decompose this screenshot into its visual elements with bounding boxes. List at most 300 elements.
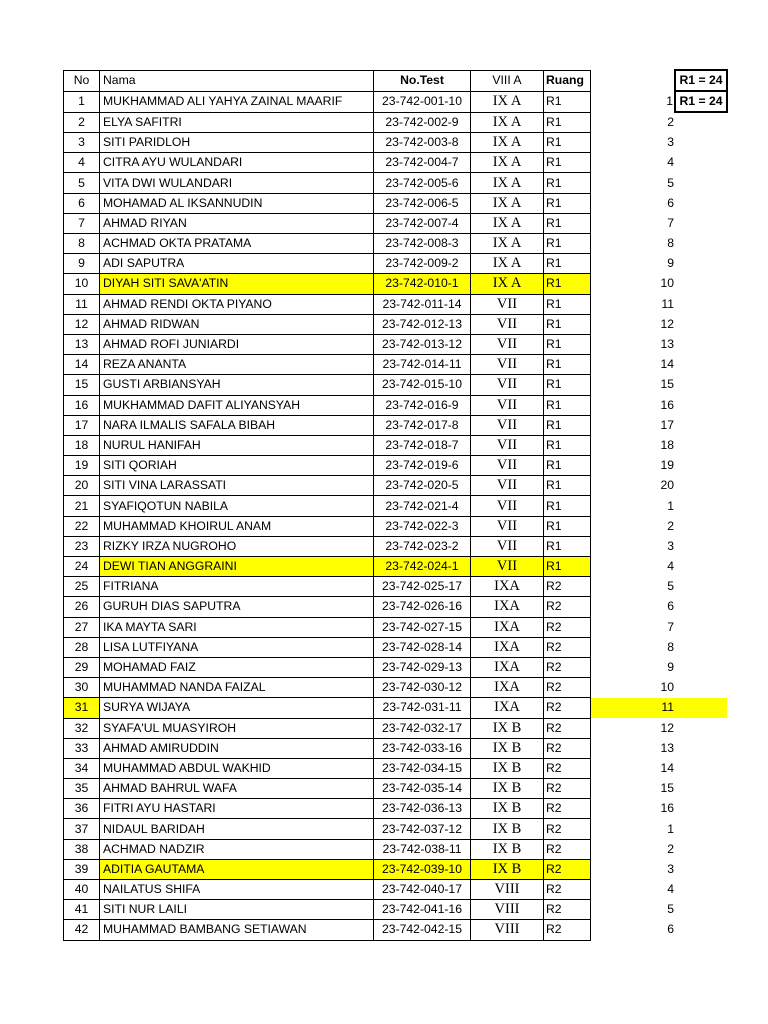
empty-cell[interactable]	[591, 496, 624, 516]
empty-cell[interactable]	[675, 657, 727, 677]
row-kelas-cell[interactable]: VII	[471, 294, 544, 314]
row-nama-cell[interactable]: SYAFA'UL MUASYIROH	[100, 718, 374, 738]
empty-cell[interactable]	[591, 254, 624, 274]
empty-cell[interactable]	[591, 91, 624, 112]
row-ruang-cell[interactable]: R2	[544, 900, 591, 920]
row-seat-number-cell[interactable]: 19	[660, 458, 674, 473]
row-ruang-cell[interactable]: R2	[544, 859, 591, 879]
row-nama-cell[interactable]: ELYA SAFITRI	[100, 112, 374, 132]
empty-cell[interactable]	[675, 718, 727, 738]
empty-cell[interactable]	[675, 193, 727, 213]
empty-cell[interactable]	[675, 355, 727, 375]
row-no-test-cell[interactable]: 23-742-027-15	[374, 617, 471, 637]
empty-cell[interactable]	[675, 153, 727, 173]
empty-cell[interactable]	[591, 577, 624, 597]
empty-cell[interactable]	[675, 375, 727, 395]
empty-cell[interactable]	[675, 435, 727, 455]
row-nama-cell[interactable]: NARA ILMALIS SAFALA BIBAH	[100, 415, 374, 435]
row-seat-number-cell[interactable]: 12	[660, 720, 674, 735]
row-nama-cell[interactable]: MOHAMAD FAIZ	[100, 657, 374, 677]
row-seat-number-cell[interactable]: 1	[667, 821, 674, 836]
empty-cell[interactable]	[675, 819, 727, 839]
row-no-test-cell[interactable]: 23-742-008-3	[374, 234, 471, 254]
row-kelas-cell[interactable]: IX A	[471, 173, 544, 193]
row-no-cell[interactable]: 20	[64, 476, 100, 496]
row-kelas-cell[interactable]: IX A	[471, 213, 544, 233]
empty-cell[interactable]	[675, 738, 727, 758]
row-kelas-cell[interactable]: VII	[471, 375, 544, 395]
row-seat-number-cell[interactable]: 1	[667, 498, 674, 513]
row-no-test-cell[interactable]: 23-742-007-4	[374, 213, 471, 233]
row-kelas-cell[interactable]: VII	[471, 557, 544, 577]
row-no-cell[interactable]: 8	[64, 234, 100, 254]
row-kelas-cell[interactable]: IXA	[471, 678, 544, 698]
row-no-cell[interactable]: 2	[64, 112, 100, 132]
empty-cell[interactable]	[675, 274, 727, 294]
row-seat-number-cell[interactable]: 20	[660, 478, 674, 493]
empty-cell[interactable]	[675, 577, 727, 597]
row-kelas-cell[interactable]: IXA	[471, 617, 544, 637]
row-ruang-cell[interactable]: R1	[544, 557, 591, 577]
row-seat-number-cell[interactable]: 18	[660, 437, 674, 452]
row-nama-cell[interactable]: DIYAH SITI SAVA'ATIN	[100, 274, 374, 294]
row-no-test-cell[interactable]: 23-742-030-12	[374, 678, 471, 698]
row-ruang-cell[interactable]: R1	[544, 496, 591, 516]
row-no-cell[interactable]: 36	[64, 799, 100, 819]
row-kelas-cell[interactable]: IX A	[471, 254, 544, 274]
row-ruang-cell[interactable]: R1	[544, 91, 591, 112]
row-kelas-cell[interactable]: IXA	[471, 577, 544, 597]
empty-cell[interactable]	[675, 779, 727, 799]
row-no-test-cell[interactable]: 23-742-035-14	[374, 779, 471, 799]
row-no-test-cell[interactable]: 23-742-006-5	[374, 193, 471, 213]
row-nama-cell[interactable]: MUKHAMMAD ALI YAHYA ZAINAL MAARIF	[100, 91, 374, 112]
row-nama-cell[interactable]: GURUH DIAS SAPUTRA	[100, 597, 374, 617]
row-seat-number-cell[interactable]: 16	[660, 801, 674, 816]
row-kelas-cell[interactable]: IX B	[471, 819, 544, 839]
empty-cell[interactable]	[675, 133, 727, 153]
empty-cell[interactable]	[591, 657, 624, 677]
row-nama-cell[interactable]: FITRIANA	[100, 577, 374, 597]
row-kelas-cell[interactable]: VII	[471, 314, 544, 334]
row-no-cell[interactable]: 19	[64, 456, 100, 476]
row-ruang-cell[interactable]: R1	[544, 456, 591, 476]
row-no-test-cell[interactable]: 23-742-025-17	[374, 577, 471, 597]
row-kelas-cell[interactable]: IX A	[471, 234, 544, 254]
row-no-cell[interactable]: 12	[64, 314, 100, 334]
empty-cell[interactable]	[591, 678, 624, 698]
empty-cell[interactable]	[675, 597, 727, 617]
row-no-cell[interactable]: 17	[64, 415, 100, 435]
row-no-test-cell[interactable]: 23-742-042-15	[374, 920, 471, 940]
row-nama-cell[interactable]: ADITIA GAUTAMA	[100, 859, 374, 879]
empty-cell[interactable]	[675, 112, 727, 132]
row-seat-number-cell[interactable]: 3	[667, 135, 674, 150]
empty-cell[interactable]	[675, 536, 727, 556]
row-seat-number-cell[interactable]: 10	[660, 680, 674, 695]
row-nama-cell[interactable]: ACHMAD NADZIR	[100, 839, 374, 859]
row-ruang-cell[interactable]: R2	[544, 597, 591, 617]
row-ruang-cell[interactable]: R1	[544, 213, 591, 233]
empty-cell[interactable]	[591, 70, 624, 91]
empty-cell[interactable]	[591, 112, 624, 132]
empty-cell[interactable]	[591, 274, 624, 294]
row-ruang-cell[interactable]: R1	[544, 153, 591, 173]
row-kelas-cell[interactable]: VIII	[471, 920, 544, 940]
row-no-test-cell[interactable]: 23-742-016-9	[374, 395, 471, 415]
row-kelas-cell[interactable]: VII	[471, 516, 544, 536]
row-seat-number-cell[interactable]: 8	[667, 236, 674, 251]
header-nama[interactable]: Nama	[100, 70, 374, 91]
row-nama-cell[interactable]: ACHMAD OKTA PRATAMA	[100, 234, 374, 254]
row-no-cell[interactable]: 32	[64, 718, 100, 738]
empty-cell[interactable]	[591, 738, 624, 758]
row-kelas-cell[interactable]: IX B	[471, 779, 544, 799]
row-no-cell[interactable]: 9	[64, 254, 100, 274]
row-kelas-cell[interactable]: VIII	[471, 880, 544, 900]
row-kelas-cell[interactable]: IX A	[471, 112, 544, 132]
empty-cell[interactable]	[591, 476, 624, 496]
row-seat-number-cell[interactable]: 13	[660, 337, 674, 352]
row-no-cell[interactable]: 11	[64, 294, 100, 314]
row-kelas-cell[interactable]: IX B	[471, 758, 544, 778]
row-no-cell[interactable]: 27	[64, 617, 100, 637]
row-seat-number-cell[interactable]: 3	[667, 538, 674, 553]
empty-cell[interactable]	[675, 557, 727, 577]
row-kelas-cell[interactable]: VII	[471, 355, 544, 375]
row-ruang-cell[interactable]: R1	[544, 536, 591, 556]
empty-cell[interactable]	[675, 476, 727, 496]
row-ruang-cell[interactable]: R1	[544, 314, 591, 334]
empty-cell[interactable]	[591, 758, 624, 778]
empty-cell[interactable]	[591, 920, 624, 940]
row-nama-cell[interactable]: SITI NUR LAILI	[100, 900, 374, 920]
row-ruang-cell[interactable]: R2	[544, 880, 591, 900]
row-no-test-cell[interactable]: 23-742-037-12	[374, 819, 471, 839]
row-no-cell[interactable]: 10	[64, 274, 100, 294]
row-nama-cell[interactable]: DEWI TIAN ANGGRAINI	[100, 557, 374, 577]
row-no-test-cell[interactable]: 23-742-033-16	[374, 738, 471, 758]
empty-cell[interactable]	[591, 355, 624, 375]
empty-cell[interactable]	[591, 536, 624, 556]
row-kelas-cell[interactable]: IX A	[471, 153, 544, 173]
row-nama-cell[interactable]: AHMAD RIDWAN	[100, 314, 374, 334]
row-ruang-cell[interactable]: R1	[544, 375, 591, 395]
row-ruang-cell[interactable]: R1	[544, 234, 591, 254]
row-no-cell[interactable]: 23	[64, 536, 100, 556]
row-nama-cell[interactable]: IKA MAYTA SARI	[100, 617, 374, 637]
row-seat-number-cell[interactable]: 6	[667, 599, 674, 614]
row-seat-number-cell[interactable]: 6	[667, 922, 674, 937]
empty-cell[interactable]	[675, 334, 727, 354]
row-no-test-cell[interactable]: 23-742-020-5	[374, 476, 471, 496]
empty-cell[interactable]	[675, 920, 727, 940]
empty-cell[interactable]	[591, 516, 624, 536]
empty-cell[interactable]	[591, 779, 624, 799]
row-seat-number-cell[interactable]: 16	[660, 397, 674, 412]
row-ruang-cell[interactable]: R2	[544, 738, 591, 758]
row-no-test-cell[interactable]: 23-742-032-17	[374, 718, 471, 738]
empty-cell[interactable]	[591, 597, 624, 617]
row-kelas-cell[interactable]: IX B	[471, 738, 544, 758]
row-ruang-cell[interactable]: R1	[544, 476, 591, 496]
row-nama-cell[interactable]: AHMAD BAHRUL WAFA	[100, 779, 374, 799]
row-nama-cell[interactable]: RIZKY IRZA NUGROHO	[100, 536, 374, 556]
row-seat-number-cell[interactable]: 9	[667, 256, 674, 271]
row-nama-cell[interactable]: SITI QORIAH	[100, 456, 374, 476]
row-no-cell[interactable]: 37	[64, 819, 100, 839]
row-ruang-cell[interactable]: R2	[544, 617, 591, 637]
room-summary-row-box[interactable]: R1 = 24	[675, 91, 727, 112]
row-no-cell[interactable]: 18	[64, 435, 100, 455]
empty-cell[interactable]	[591, 234, 624, 254]
row-ruang-cell[interactable]: R1	[544, 254, 591, 274]
row-no-test-cell[interactable]: 23-742-026-16	[374, 597, 471, 617]
row-ruang-cell[interactable]: R2	[544, 779, 591, 799]
row-seat-number-cell[interactable]: 3	[667, 861, 674, 876]
row-seat-number-cell[interactable]: 11	[623, 698, 675, 718]
empty-cell[interactable]	[675, 859, 727, 879]
row-kelas-cell[interactable]: VII	[471, 334, 544, 354]
empty-cell[interactable]	[675, 395, 727, 415]
empty-cell[interactable]	[591, 133, 624, 153]
row-no-cell[interactable]: 35	[64, 779, 100, 799]
row-nama-cell[interactable]: MOHAMAD AL IKSANNUDIN	[100, 193, 374, 213]
row-ruang-cell[interactable]: R2	[544, 920, 591, 940]
row-no-test-cell[interactable]: 23-742-039-10	[374, 859, 471, 879]
empty-cell[interactable]	[591, 435, 624, 455]
row-nama-cell[interactable]: MUHAMMAD KHOIRUL ANAM	[100, 516, 374, 536]
empty-cell[interactable]	[675, 900, 727, 920]
row-no-cell[interactable]: 33	[64, 738, 100, 758]
empty-cell[interactable]	[591, 415, 624, 435]
row-kelas-cell[interactable]: IX B	[471, 859, 544, 879]
row-no-cell[interactable]: 4	[64, 153, 100, 173]
header-no[interactable]: No	[64, 70, 100, 91]
header-ruang[interactable]: Ruang	[544, 70, 591, 91]
empty-cell[interactable]	[591, 557, 624, 577]
empty-cell[interactable]	[675, 234, 727, 254]
row-seat-number-cell[interactable]: 14	[660, 760, 674, 775]
empty-cell[interactable]	[675, 415, 727, 435]
empty-cell[interactable]	[675, 516, 727, 536]
row-kelas-cell[interactable]: VII	[471, 536, 544, 556]
row-nama-cell[interactable]: AHMAD RENDI OKTA PIYANO	[100, 294, 374, 314]
row-no-test-cell[interactable]: 23-742-021-4	[374, 496, 471, 516]
empty-cell[interactable]	[591, 294, 624, 314]
empty-cell[interactable]	[675, 456, 727, 476]
empty-cell[interactable]	[591, 213, 624, 233]
row-no-test-cell[interactable]: 23-742-011-14	[374, 294, 471, 314]
row-no-cell[interactable]: 22	[64, 516, 100, 536]
row-no-cell[interactable]: 1	[64, 91, 100, 112]
empty-cell[interactable]	[591, 153, 624, 173]
row-no-test-cell[interactable]: 23-742-023-2	[374, 536, 471, 556]
row-ruang-cell[interactable]: R1	[544, 334, 591, 354]
row-seat-number-cell[interactable]: 8	[667, 639, 674, 654]
row-no-test-cell[interactable]: 23-742-022-3	[374, 516, 471, 536]
row-ruang-cell[interactable]: R2	[544, 698, 591, 718]
row-no-test-cell[interactable]: 23-742-005-6	[374, 173, 471, 193]
row-ruang-cell[interactable]: R1	[544, 355, 591, 375]
row-no-test-cell[interactable]: 23-742-003-8	[374, 133, 471, 153]
row-no-cell[interactable]: 7	[64, 213, 100, 233]
row-seat-number-cell[interactable]: 5	[667, 902, 674, 917]
row-no-test-cell[interactable]: 23-742-002-9	[374, 112, 471, 132]
row-nama-cell[interactable]: VITA DWI WULANDARI	[100, 173, 374, 193]
empty-cell[interactable]	[591, 880, 624, 900]
row-no-cell[interactable]: 39	[64, 859, 100, 879]
empty-cell[interactable]	[675, 799, 727, 819]
empty-cell[interactable]	[591, 617, 624, 637]
row-no-cell[interactable]: 16	[64, 395, 100, 415]
row-no-cell[interactable]: 24	[64, 557, 100, 577]
row-no-cell[interactable]: 25	[64, 577, 100, 597]
row-ruang-cell[interactable]: R1	[544, 415, 591, 435]
empty-cell[interactable]	[591, 456, 624, 476]
empty-cell[interactable]	[591, 637, 624, 657]
row-ruang-cell[interactable]: R2	[544, 799, 591, 819]
row-ruang-cell[interactable]: R2	[544, 718, 591, 738]
room-summary-header-box[interactable]: R1 = 24	[675, 70, 727, 91]
row-kelas-cell[interactable]: IXA	[471, 657, 544, 677]
row-seat-number-cell[interactable]: 7	[667, 215, 674, 230]
row-kelas-cell[interactable]: IX A	[471, 274, 544, 294]
row-seat-number-cell[interactable]: 13	[660, 740, 674, 755]
row-ruang-cell[interactable]: R1	[544, 274, 591, 294]
row-seat-number-cell[interactable]: 5	[667, 579, 674, 594]
row-nama-cell[interactable]: SITI PARIDLOH	[100, 133, 374, 153]
row-ruang-cell[interactable]: R1	[544, 112, 591, 132]
empty-cell[interactable]	[591, 900, 624, 920]
empty-cell[interactable]	[591, 819, 624, 839]
row-no-test-cell[interactable]: 23-742-040-17	[374, 880, 471, 900]
empty-cell[interactable]	[591, 334, 624, 354]
empty-cell[interactable]	[675, 496, 727, 516]
empty-cell[interactable]	[623, 70, 675, 91]
row-no-cell[interactable]: 6	[64, 193, 100, 213]
empty-cell[interactable]	[675, 637, 727, 657]
row-nama-cell[interactable]: LISA LUTFIYANA	[100, 637, 374, 657]
row-nama-cell[interactable]: AHMAD AMIRUDDIN	[100, 738, 374, 758]
row-no-test-cell[interactable]: 23-742-034-15	[374, 758, 471, 778]
row-ruang-cell[interactable]: R1	[544, 133, 591, 153]
row-kelas-cell[interactable]: IX B	[471, 839, 544, 859]
row-no-test-cell[interactable]: 23-742-015-10	[374, 375, 471, 395]
row-no-cell[interactable]: 26	[64, 597, 100, 617]
row-no-cell[interactable]: 13	[64, 334, 100, 354]
row-no-cell[interactable]: 14	[64, 355, 100, 375]
row-no-test-cell[interactable]: 23-742-017-8	[374, 415, 471, 435]
row-no-cell[interactable]: 38	[64, 839, 100, 859]
row-no-cell[interactable]: 31	[64, 698, 100, 718]
empty-cell[interactable]	[675, 758, 727, 778]
row-no-cell[interactable]: 21	[64, 496, 100, 516]
row-nama-cell[interactable]: MUHAMMAD NANDA FAIZAL	[100, 678, 374, 698]
row-kelas-cell[interactable]: IX A	[471, 91, 544, 112]
row-ruang-cell[interactable]: R1	[544, 435, 591, 455]
row-no-test-cell[interactable]: 23-742-014-11	[374, 355, 471, 375]
row-seat-number-cell[interactable]: 15	[660, 781, 674, 796]
row-seat-number-cell[interactable]: 4	[667, 882, 674, 897]
header-kelas[interactable]: VIII A	[471, 70, 544, 91]
row-no-cell[interactable]: 15	[64, 375, 100, 395]
row-seat-number-cell[interactable]: 7	[667, 619, 674, 634]
empty-cell[interactable]	[675, 173, 727, 193]
row-kelas-cell[interactable]: IX B	[471, 718, 544, 738]
row-kelas-cell[interactable]: VII	[471, 496, 544, 516]
empty-cell[interactable]	[591, 375, 624, 395]
row-kelas-cell[interactable]: VII	[471, 476, 544, 496]
row-ruang-cell[interactable]: R1	[544, 294, 591, 314]
row-no-cell[interactable]: 3	[64, 133, 100, 153]
row-seat-number-cell[interactable]: 1	[666, 94, 673, 109]
row-seat-number-cell[interactable]: 2	[667, 114, 674, 129]
row-kelas-cell[interactable]: IX B	[471, 799, 544, 819]
empty-cell[interactable]	[591, 839, 624, 859]
row-ruang-cell[interactable]: R1	[544, 516, 591, 536]
row-no-cell[interactable]: 42	[64, 920, 100, 940]
empty-cell[interactable]	[675, 213, 727, 233]
row-no-test-cell[interactable]: 23-742-004-7	[374, 153, 471, 173]
row-no-test-cell[interactable]: 23-742-013-12	[374, 334, 471, 354]
row-no-test-cell[interactable]: 23-742-036-13	[374, 799, 471, 819]
row-ruang-cell[interactable]: R2	[544, 577, 591, 597]
row-nama-cell[interactable]: MUKHAMMAD DAFIT ALIYANSYAH	[100, 395, 374, 415]
row-kelas-cell[interactable]: IXA	[471, 637, 544, 657]
empty-cell[interactable]	[591, 698, 624, 718]
row-seat-number-cell[interactable]: 6	[667, 195, 674, 210]
header-no-test[interactable]: No.Test	[374, 70, 471, 91]
row-nama-cell[interactable]: AHMAD ROFI JUNIARDI	[100, 334, 374, 354]
row-ruang-cell[interactable]: R2	[544, 657, 591, 677]
row-seat-number-cell[interactable]: 5	[667, 175, 674, 190]
row-no-test-cell[interactable]: 23-742-031-11	[374, 698, 471, 718]
row-ruang-cell[interactable]: R1	[544, 193, 591, 213]
empty-cell[interactable]	[591, 173, 624, 193]
row-nama-cell[interactable]: GUSTI ARBIANSYAH	[100, 375, 374, 395]
row-kelas-cell[interactable]: VII	[471, 435, 544, 455]
row-seat-number-cell[interactable]: 2	[667, 841, 674, 856]
row-kelas-cell[interactable]: VII	[471, 456, 544, 476]
row-no-test-cell[interactable]: 23-742-038-11	[374, 839, 471, 859]
row-no-cell[interactable]: 30	[64, 678, 100, 698]
row-kelas-cell[interactable]: IXA	[471, 597, 544, 617]
empty-cell[interactable]	[591, 314, 624, 334]
row-seat-number-cell[interactable]: 12	[660, 316, 674, 331]
row-seat-number-cell[interactable]: 4	[667, 559, 674, 574]
empty-cell[interactable]	[675, 698, 727, 718]
row-seat-number-cell[interactable]: 2	[667, 518, 674, 533]
row-no-test-cell[interactable]: 23-742-010-1	[374, 274, 471, 294]
empty-cell[interactable]	[591, 395, 624, 415]
row-kelas-cell[interactable]: IXA	[471, 698, 544, 718]
row-no-test-cell[interactable]: 23-742-019-6	[374, 456, 471, 476]
empty-cell[interactable]	[591, 193, 624, 213]
row-no-test-cell[interactable]: 23-742-041-16	[374, 900, 471, 920]
row-seat-number-cell[interactable]: 4	[667, 155, 674, 170]
row-ruang-cell[interactable]: R1	[544, 395, 591, 415]
row-nama-cell[interactable]: SURYA WIJAYA	[100, 698, 374, 718]
row-no-cell[interactable]: 29	[64, 657, 100, 677]
row-nama-cell[interactable]: SITI VINA LARASSATI	[100, 476, 374, 496]
empty-cell[interactable]	[591, 718, 624, 738]
row-no-test-cell[interactable]: 23-742-029-13	[374, 657, 471, 677]
row-ruang-cell[interactable]: R2	[544, 839, 591, 859]
empty-cell[interactable]	[675, 678, 727, 698]
empty-cell[interactable]	[591, 859, 624, 879]
row-seat-number-cell[interactable]: 9	[667, 660, 674, 675]
